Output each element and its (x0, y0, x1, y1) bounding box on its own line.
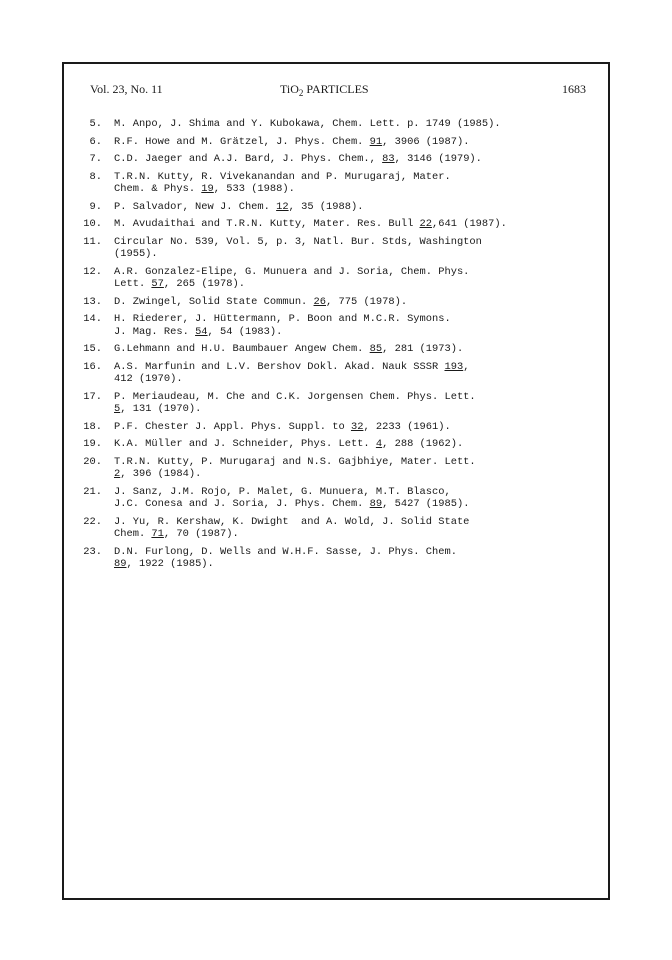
reference-line (114, 558, 600, 571)
reference-line (114, 486, 600, 499)
reference-number: 5. (89, 118, 102, 130)
reference-segment: , (463, 360, 470, 373)
reference-number: 14. (83, 313, 102, 325)
reference-item (70, 218, 600, 231)
reference-item (70, 153, 600, 166)
running-header (90, 82, 586, 102)
reference-number: 13. (83, 295, 102, 308)
reference-segment: , 3906 (1987). (382, 135, 470, 148)
reference-line (114, 236, 600, 249)
reference-segment: D. Zwingel, Solid State Commun. (114, 295, 314, 308)
reference-segment: A.S. Marfunin and L.V. Bershov Dokl. Akad. Nauk SSSR (114, 360, 445, 373)
reference-line (114, 361, 600, 374)
reference-number: 7. (89, 153, 102, 165)
reference-line (114, 373, 600, 386)
reference-number: 6. (89, 135, 102, 148)
reference-list (70, 118, 600, 576)
reference-text (114, 171, 600, 196)
reference-item (70, 136, 600, 149)
reference-segment: M. Anpo, J. Shima and Y. Kubokawa, Chem. Lett. p. 1749 (1985). (114, 118, 501, 130)
reference-number: 22. (83, 515, 102, 528)
volume-number: 193 (444, 360, 464, 373)
reference-segment: J. Yu, R. Kershaw, K. Dwight and A. Wold, J. Solid State (114, 515, 470, 528)
volume-number: 22 (419, 218, 433, 230)
running-title-main: TiO (280, 82, 299, 96)
reference-text (114, 546, 600, 571)
reference-segment: Chem. (114, 528, 152, 540)
reference-text (114, 438, 600, 451)
reference-line (114, 266, 600, 279)
reference-item (70, 296, 600, 309)
reference-segment: ,641 (1987). (432, 218, 507, 230)
reference-number: 23. (83, 545, 102, 558)
reference-segment: , 131 (1970). (120, 403, 202, 415)
reference-segment: M. Avudaithai and T.R.N. Kutty, Mater. Res. Bull (114, 218, 420, 230)
reference-item (70, 516, 600, 541)
reference-text (114, 153, 600, 166)
reference-segment: , 533 (1988). (213, 183, 295, 195)
reference-text (114, 266, 600, 291)
reference-segment: P. Meriaudeau, M. Che and C.K. Jorgensen Chem. Phys. Lett. (114, 390, 476, 403)
reference-text (114, 516, 600, 541)
reference-line (114, 468, 600, 481)
reference-text (114, 136, 600, 149)
reference-line (114, 343, 600, 356)
reference-segment: P.F. Chester J. Appl. Phys. Suppl. to (114, 420, 351, 433)
reference-item (70, 201, 600, 214)
reference-line (114, 421, 600, 434)
reference-line (114, 438, 600, 451)
reference-segment: J. Mag. Res. (114, 325, 196, 338)
reference-line (114, 136, 600, 149)
reference-segment: A.R. Gonzalez-Elipe, G. Munuera and J. Soria, Chem. Phys. (114, 265, 470, 278)
reference-segment: T.R.N. Kutty, R. Vivekanandan and P. Murugaraj, Mater. (114, 170, 451, 183)
volume-number: 26 (313, 295, 327, 308)
volume-number: 91 (369, 135, 383, 148)
running-title (280, 82, 369, 97)
volume-number: 89 (369, 498, 383, 510)
reference-number: 9. (89, 200, 102, 213)
reference-text (114, 296, 600, 309)
reference-number: 19. (83, 438, 102, 450)
reference-text (114, 118, 600, 131)
reference-text (114, 201, 600, 214)
reference-segment: (1955). (114, 248, 158, 260)
reference-segment: , 396 (1984). (120, 468, 202, 480)
reference-number: 15. (83, 343, 102, 355)
reference-item (70, 313, 600, 338)
reference-number: 11. (83, 235, 102, 248)
reference-line (114, 201, 600, 214)
volume-number: 85 (369, 343, 383, 355)
reference-number: 16. (83, 360, 102, 373)
reference-line (114, 403, 600, 416)
reference-segment: , 775 (1978). (326, 295, 408, 308)
reference-item (70, 546, 600, 571)
reference-line (114, 218, 600, 231)
reference-segment: T.R.N. Kutty, P. Murugaraj and N.S. Gajbhiye, Mater. Lett. (114, 455, 476, 468)
volume-number: 32 (350, 420, 364, 433)
volume-number: 57 (151, 278, 164, 290)
reference-line (114, 248, 600, 261)
reference-segment: Lett. (114, 278, 152, 290)
reference-text (114, 456, 600, 481)
reference-number: 12. (83, 265, 102, 278)
reference-segment: , 2233 (1961). (363, 420, 451, 433)
reference-segment: , 5427 (1985). (382, 498, 470, 510)
volume-number: 12 (276, 200, 289, 213)
reference-line (114, 528, 600, 541)
reference-text (114, 236, 600, 261)
reference-segment: , 1922 (1985). (126, 558, 214, 570)
volume-number: 19 (201, 183, 214, 195)
volume-number: 71 (151, 528, 164, 540)
reference-line (114, 391, 600, 404)
reference-item (70, 266, 600, 291)
reference-item (70, 438, 600, 451)
reference-line (114, 171, 600, 184)
reference-item (70, 343, 600, 356)
reference-segment: D.N. Furlong, D. Wells and W.H.F. Sasse, J. Phys. Chem. (114, 545, 457, 558)
reference-item (70, 391, 600, 416)
reference-segment: , 3146 (1979). (394, 153, 482, 165)
reference-item (70, 361, 600, 386)
reference-item (70, 456, 600, 481)
volume-number: 4 (375, 438, 383, 450)
reference-text (114, 361, 600, 386)
reference-segment: Circular No. 539, Vol. 5, p. 3, Natl. Bur. Stds, Washington (114, 235, 482, 248)
reference-number: 18. (83, 420, 102, 433)
reference-line (114, 278, 600, 291)
reference-number: 10. (83, 218, 102, 230)
volume-number: 2 (114, 468, 121, 480)
reference-segment: , 54 (1983). (207, 325, 283, 338)
reference-item (70, 171, 600, 196)
reference-line (114, 313, 600, 326)
reference-line (114, 296, 600, 309)
journal-volume: Vol. 23, No. 11 (90, 82, 163, 96)
reference-segment: Chem. & Phys. (114, 183, 202, 195)
reference-segment: , 70 (1987). (163, 528, 239, 540)
page-number: 1683 (562, 82, 586, 96)
reference-segment: , 35 (1988). (288, 200, 364, 213)
reference-line (114, 546, 600, 559)
running-title-subscript: 2 (298, 88, 304, 98)
reference-number: 21. (83, 485, 102, 498)
reference-item (70, 486, 600, 511)
reference-text (114, 486, 600, 511)
reference-item (70, 236, 600, 261)
running-title-rest: PARTICLES (303, 82, 369, 96)
reference-segment: J. Sanz, J.M. Rojo, P. Malet, G. Munuera, M.T. Blasco, (114, 485, 451, 498)
volume-number: 83 (382, 153, 395, 165)
reference-line (114, 118, 600, 131)
reference-number: 17. (83, 390, 102, 403)
reference-text (114, 343, 600, 356)
reference-text (114, 421, 600, 434)
reference-line (114, 498, 600, 511)
reference-item (70, 421, 600, 434)
reference-line (114, 456, 600, 469)
reference-segment: R.F. Howe and M. Grätzel, J. Phys. Chem. (114, 135, 370, 148)
reference-number: 8. (89, 170, 102, 183)
reference-text (114, 218, 600, 231)
reference-segment: G.Lehmann and H.U. Baumbauer Angew Chem. (114, 343, 370, 355)
volume-number: 5 (114, 403, 121, 415)
reference-segment: , 288 (1962). (382, 438, 464, 450)
reference-text (114, 313, 600, 338)
reference-text (114, 391, 600, 416)
reference-segment: J.C. Conesa and J. Soria, J. Phys. Chem. (114, 498, 370, 510)
reference-segment: H. Riederer, J. Hüttermann, P. Boon and M.C.R. Symons. (114, 313, 451, 325)
reference-line (114, 183, 600, 196)
reference-line (114, 326, 600, 339)
reference-segment: K.A. Müller and J. Schneider, Phys. Lett. (114, 438, 376, 450)
reference-number: 20. (83, 455, 102, 468)
volume-number: 89 (114, 558, 127, 570)
reference-segment: C.D. Jaeger and A.J. Bard, J. Phys. Chem., (114, 153, 383, 165)
reference-line (114, 516, 600, 529)
reference-segment: , 281 (1973). (382, 343, 464, 355)
volume-number: 54 (195, 325, 208, 338)
reference-segment: P. Salvador, New J. Chem. (114, 200, 277, 213)
reference-segment: , 265 (1978). (163, 278, 245, 290)
reference-item (70, 118, 600, 131)
reference-line (114, 153, 600, 166)
reference-segment: 412 (1970). (114, 373, 183, 385)
